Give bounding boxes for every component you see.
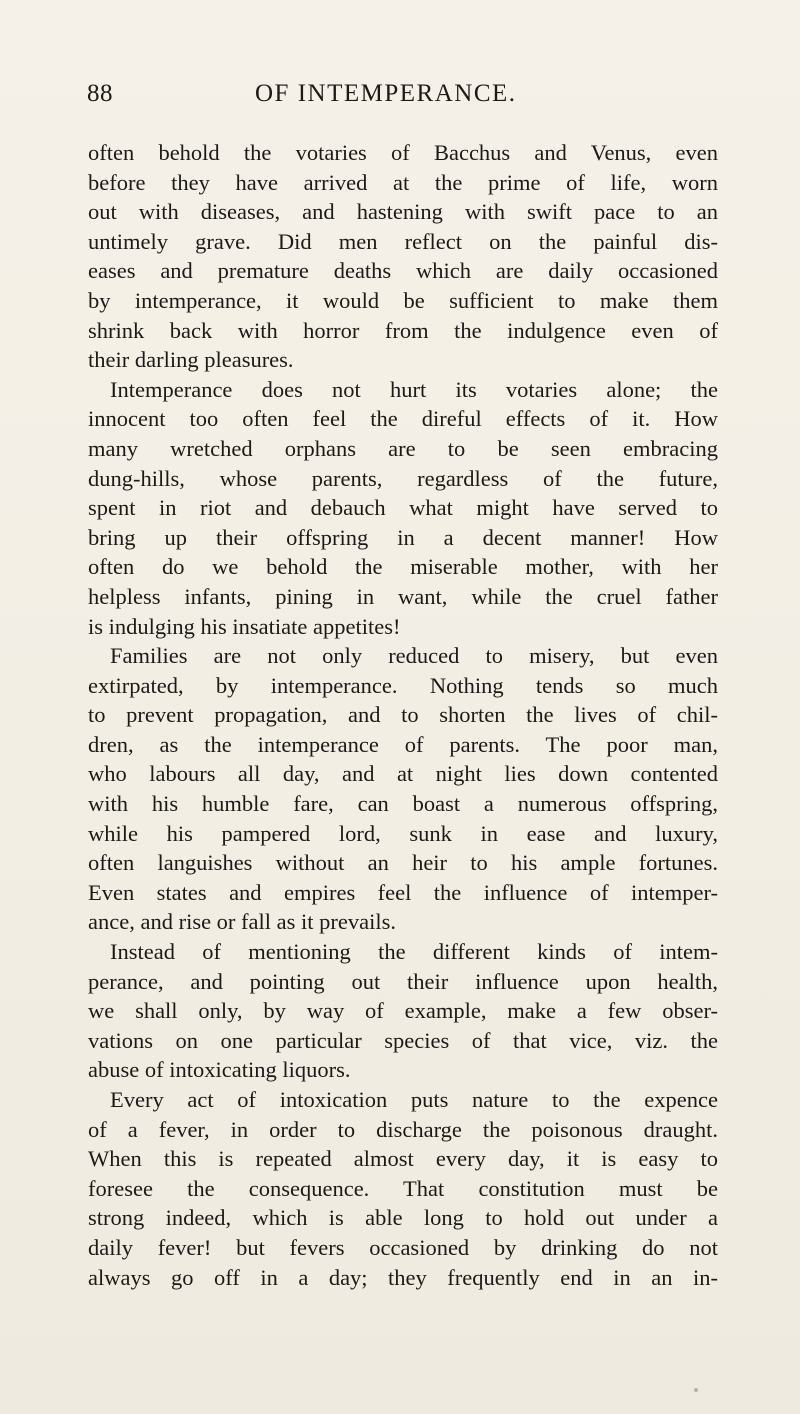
text-line: their darling pleasures. <box>88 347 294 373</box>
text-line: often do we behold the miserable mother, with her <box>88 554 718 580</box>
text-line: often languishes without an heir to his ample fortunes. <box>88 850 718 876</box>
text-line: we shall only, by way of example, make a few obser- <box>88 998 718 1024</box>
text-line: is indulging his insatiate appetites! <box>88 613 401 639</box>
text-line: spent in riot and debauch what might have served to <box>88 495 718 521</box>
text-line: to prevent propagation, and to shorten the lives of chil- <box>88 702 718 728</box>
text-line: abuse of intoxicating liquors. <box>88 1057 351 1083</box>
text-line: helpless infants, pining in want, while the cruel father <box>88 583 718 609</box>
paragraph-start-line: Intemperance does not hurt its votaries alone; the <box>110 376 718 402</box>
text-line: foresee the consequence. That constitution must be <box>88 1175 718 1201</box>
text-line: daily fever! but fevers occasioned by drinking do not <box>88 1234 718 1260</box>
text-line: of a fever, in order to discharge the poisonous draught. <box>88 1116 718 1142</box>
text-line: ance, and rise or fall as it prevails. <box>88 909 397 935</box>
text-line: innocent too often feel the direful effects of it. How <box>88 406 718 432</box>
paragraph-start-line: Instead of mentioning the different kinds of intem- <box>110 939 718 965</box>
text-line: with his humble fare, can boast a numerous offspring, <box>88 791 718 817</box>
text-line: many wretched orphans are to be seen embracing <box>88 435 718 461</box>
text-line: always go off in a day; they frequently end in an in- <box>88 1264 718 1290</box>
text-line: eases and premature deaths which are daily occasioned <box>88 258 718 284</box>
text-line: strong indeed, which is able long to hold out under a <box>88 1205 718 1231</box>
running-head <box>0 80 800 120</box>
page-number: 88 <box>87 80 113 107</box>
text-line: vations on one particular species of that vice, viz. the <box>88 1027 718 1053</box>
text-line: Even states and empires feel the influence of intemper- <box>88 879 718 905</box>
text-line: by intemperance, it would be sufficient to make them <box>88 287 718 313</box>
text-line: When this is repeated almost every day, it is easy to <box>88 1146 718 1172</box>
text-line: often behold the votaries of Bacchus and Venus, even <box>88 140 718 165</box>
text-line: while his pampered lord, sunk in ease and luxury, <box>88 820 718 846</box>
text-line: dren, as the intemperance of parents. The poor man, <box>88 731 718 757</box>
text-line: who labours all day, and at night lies down contented <box>88 761 718 787</box>
paragraph-start-line: Every act of intoxication puts nature to the expence <box>110 1087 718 1112</box>
text-line: dung-hills, whose parents, regardless of the future, <box>88 465 718 491</box>
body-text <box>88 138 718 1292</box>
text-line: perance, and pointing out their influence upon health, <box>88 968 718 994</box>
text-line: before they have arrived at the prime of life, worn <box>88 169 718 195</box>
running-title: OF INTEMPERANCE. <box>255 80 517 107</box>
text-line: shrink back with horror from the indulgence even of <box>88 317 718 343</box>
text-line: extirpated, by intemperance. Nothing tends so much <box>88 672 718 698</box>
text-line: untimely grave. Did men reflect on the painful dis- <box>88 228 718 254</box>
paper-speck <box>694 1388 698 1392</box>
text-line: bring up their offspring in a decent manner! How <box>88 524 718 550</box>
paragraph-start-line: Families are not only reduced to misery, but even <box>110 643 718 669</box>
text-line: out with diseases, and hastening with swift pace to an <box>88 199 718 225</box>
